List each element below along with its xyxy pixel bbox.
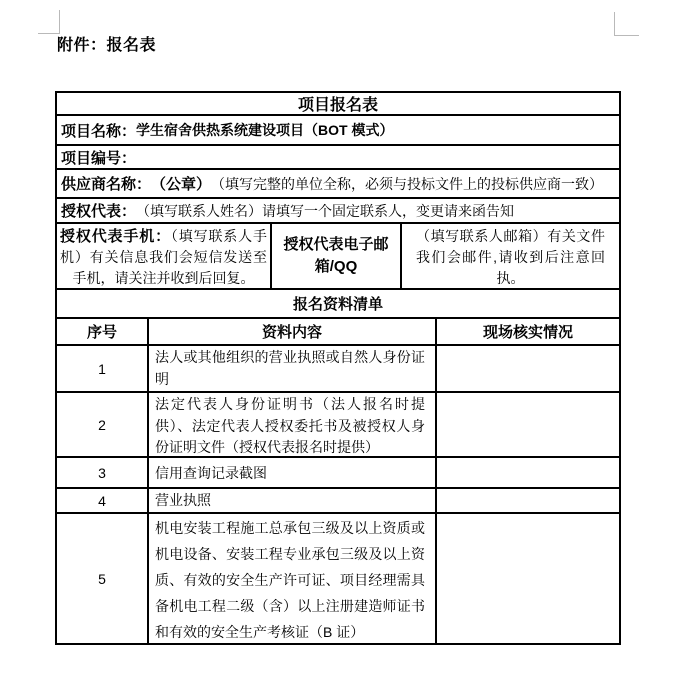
- rep-phone-label: 授权代表手机：: [60, 228, 171, 245]
- rep-email-label-cell: 授权代表电子邮箱/QQ: [270, 224, 400, 288]
- page-margin-mark-top-left-vertical: [59, 10, 60, 33]
- material-row-2: [57, 391, 619, 456]
- supplier-note: （填写完整的单位全称，必须与投标文件上的投标供应商一致）: [211, 175, 604, 192]
- material-row-3: [57, 456, 619, 487]
- col-header-content: 资料内容: [147, 319, 435, 344]
- rep-email-note-cell: （填写联系人邮箱）有关文件我们会邮件,请收到后注意回执。: [400, 224, 619, 288]
- row-project-name: [57, 114, 619, 144]
- content-cell: 营业执照: [147, 489, 435, 512]
- material-row-4: [57, 487, 619, 512]
- serial-cell: 1: [98, 360, 106, 377]
- serial-cell: 4: [98, 492, 106, 509]
- verify-cell: [435, 489, 619, 512]
- rep-label: 授权代表：: [61, 203, 137, 220]
- material-row-1: [57, 344, 619, 391]
- project-name-label: 项目名称：: [61, 122, 137, 140]
- project-number-label: 项目编号：: [61, 149, 137, 167]
- materials-section-title: 报名资料清单: [57, 288, 619, 317]
- row-supplier-name: [57, 168, 619, 197]
- serial-cell: 5: [98, 570, 106, 587]
- verify-cell: [435, 514, 619, 643]
- verify-cell: [435, 393, 619, 456]
- content-cell: 信用查询记录截图: [147, 458, 435, 487]
- page-margin-mark-top-right-vertical: [614, 12, 615, 35]
- rep-phone-cell: [57, 224, 270, 288]
- supplier-stamp: （公章）: [151, 176, 212, 193]
- rep-note: （填写联系人姓名）请填写一个固定联系人，变更请来函告知: [136, 202, 515, 219]
- serial-cell: 3: [98, 464, 106, 481]
- row-authorized-rep: [57, 197, 619, 222]
- content-cell: 机电安装工程施工总承包三级及以上资质或机电设备、安装工程专业承包三级及以上资质、有效的安全生产许可证、项目经理需具备机电工程二级（含）以上注册建造师证书和有效的安全生产考核证（B 证）: [147, 514, 435, 643]
- row-project-number: [57, 144, 619, 168]
- page-margin-mark-top-left-horizontal: [38, 33, 60, 34]
- project-name-value: 学生宿舍供热系统建设项目（BOT 模式）: [136, 122, 394, 138]
- material-row-5: [57, 512, 619, 643]
- col-header-serial: 序号: [86, 324, 117, 341]
- materials-header-row: [57, 317, 619, 344]
- content-cell: 法定代表人身份证明书（法人报名时提供）、法定代表人授权委托书及被授权人身份证明文件（授权代表报名时提供）: [147, 393, 435, 456]
- form-title: 项目报名表: [297, 97, 378, 114]
- serial-cell: 2: [98, 416, 106, 433]
- rep-phone-note: （填写联系人手机）有关信息我们会短信发送至手机，请关注并收到后回复。: [60, 228, 267, 286]
- row-contact: [57, 222, 619, 288]
- page-margin-mark-top-right-horizontal: [614, 35, 639, 36]
- col-header-verify: 现场核实情况: [435, 319, 619, 344]
- registration-form-table: [55, 91, 621, 645]
- supplier-label: 供应商名称：: [61, 176, 152, 193]
- verify-cell: [435, 346, 619, 391]
- content-cell: 法人或其他组织的营业执照或自然人身份证明: [147, 346, 435, 391]
- verify-cell: [435, 458, 619, 487]
- attachment-heading: 附件：报名表: [57, 37, 157, 54]
